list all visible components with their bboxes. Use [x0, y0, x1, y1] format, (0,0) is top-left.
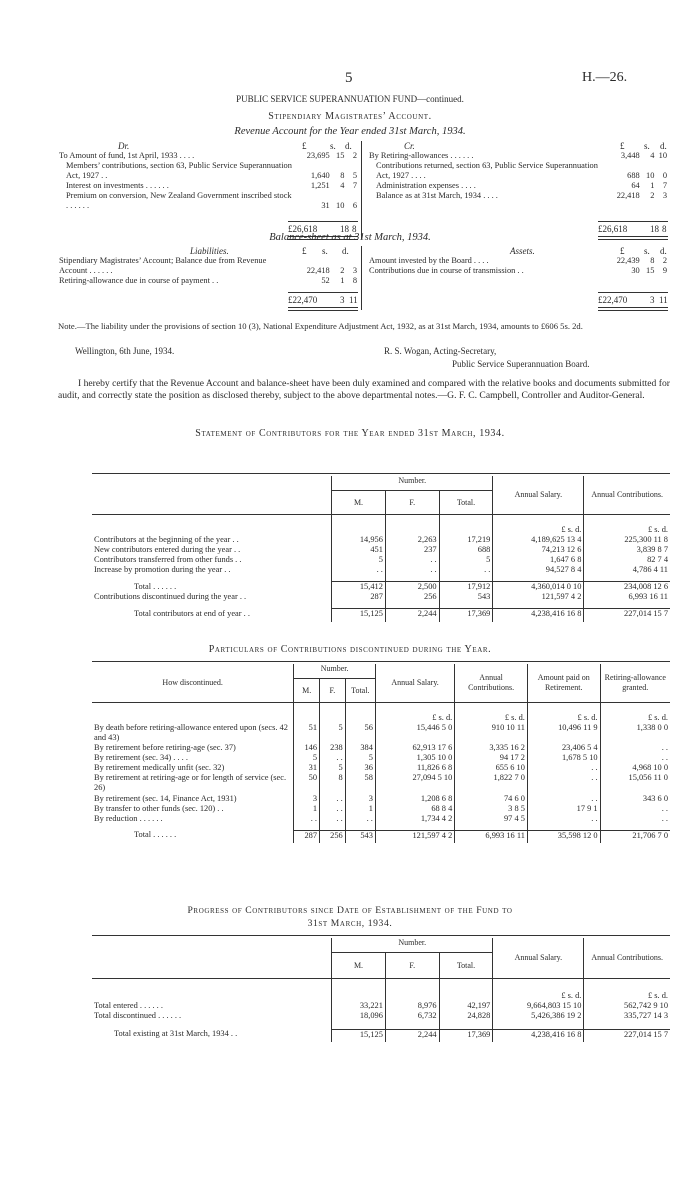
- table-cell: 146: [294, 743, 320, 753]
- table-cell: 227,014 15 7: [584, 609, 670, 622]
- table-cell: 31: [294, 763, 320, 773]
- statement-table: [92, 476, 670, 622]
- table-cell: [332, 1021, 386, 1029]
- table-cell: 74,213 12 6: [493, 545, 584, 555]
- table-cell: By retirement before retiring-age (sec. 37): [94, 743, 236, 753]
- liabilities-total: £22,470 3 11: [288, 295, 358, 305]
- table-cell: By retirement medically unfit (sec. 32): [94, 763, 225, 773]
- table-cell: 21,706 7 0: [600, 830, 670, 843]
- table-cell: 1,647 6 8: [493, 555, 584, 565]
- table-cell: Total discontinued . . . . . .: [94, 1011, 182, 1021]
- dr-heading: Dr.: [118, 141, 130, 151]
- table-cell: 50: [294, 773, 320, 793]
- table-row: [92, 515, 670, 536]
- table-cell: 6: [352, 201, 357, 211]
- dr-total: £26,618 18 8: [288, 224, 357, 234]
- table-cell: £ s. d.: [527, 703, 600, 724]
- table-cell: 238: [320, 743, 346, 753]
- table-cell: 8: [650, 256, 655, 265]
- particulars-title: Particulars of Contributions discontinued during the Year.: [208, 644, 492, 655]
- table-cell: By Retiring-allowances . . . . . .: [369, 151, 474, 160]
- table-cell: 910 10 11: [455, 723, 528, 743]
- table-cell: 15: [646, 266, 655, 276]
- table-cell: 1: [345, 804, 375, 814]
- table-header-cell: Amount paid on Retirement.: [527, 664, 600, 703]
- table-cell: Contributions returned, section 63, Public Service Superannuation Act, 1927 . . . .: [376, 161, 598, 181]
- table-cell: Total . . . . . .: [134, 581, 177, 591]
- table-cell: 62,913 17 6: [375, 743, 454, 753]
- table-cell: 9: [662, 266, 667, 276]
- table-row: [92, 582, 670, 593]
- table-cell: 6,732: [385, 1011, 439, 1021]
- table-cell: . .: [527, 794, 600, 804]
- table-cell: 1,678 5 10: [527, 753, 600, 763]
- table-cell: 58: [345, 773, 375, 793]
- table-cell: 42,197: [439, 1001, 493, 1011]
- liabilities-heading: Liabilities.: [190, 246, 229, 256]
- table-cell: 5: [332, 555, 386, 565]
- table-cell: 15,056 11 0: [600, 773, 670, 793]
- table-row: [92, 763, 670, 773]
- table-cell: By reduction . . . . . .: [94, 813, 163, 823]
- table-cell: 5: [320, 763, 346, 773]
- table-cell: 543: [439, 592, 493, 602]
- table-row: [92, 555, 670, 565]
- table-row: [368, 161, 668, 181]
- table-cell: Contributions due in course of transmission . .: [369, 266, 524, 276]
- table-cell: Amount invested by the Board . . . .: [369, 256, 489, 265]
- table-cell: 1,338 0 0: [600, 723, 670, 743]
- table-cell: 15,412: [332, 582, 386, 593]
- table-cell: 4,968 10 0: [600, 763, 670, 773]
- table-cell: . .: [320, 804, 346, 814]
- table-row: [92, 476, 670, 491]
- table-header-cell: [92, 938, 332, 979]
- table-cell: [92, 515, 332, 536]
- table-cell: 6,993 16 11: [584, 592, 670, 602]
- table-cell: 4,786 4 11: [584, 565, 670, 575]
- table-cell: 3,839 8 7: [584, 545, 670, 555]
- table-cell: 225,300 11 8: [584, 535, 670, 545]
- cr-total: £26,618 18 8: [598, 224, 667, 234]
- table-row: [58, 191, 358, 211]
- table-cell: 17,219: [439, 535, 493, 545]
- table-row: [92, 565, 670, 575]
- table-cell: £ s. d.: [584, 979, 670, 1002]
- table-cell: Stipendiary Magistrates’ Account; Balance due from Revenue Account . . . . . .: [59, 256, 267, 276]
- table-cell: £ s. d.: [455, 703, 528, 724]
- table-cell: 1,251: [310, 181, 330, 191]
- table-cell: 256: [320, 830, 346, 843]
- table-header-cell: Total.: [439, 491, 493, 515]
- table-cell: 33,221: [332, 1001, 386, 1011]
- table-cell: 10,496 11 9: [527, 723, 600, 743]
- table-cell: 384: [345, 743, 375, 753]
- table-cell: [584, 1021, 670, 1029]
- liabilities-table: [58, 256, 358, 286]
- table-cell: 17,369: [439, 1029, 493, 1042]
- table-cell: 8: [320, 773, 346, 793]
- table-row: [92, 743, 670, 753]
- table-row: [368, 191, 668, 201]
- table-cell: [92, 1021, 332, 1029]
- table-header-cell: Annual Contributions.: [584, 938, 670, 979]
- page-number: 5: [345, 70, 353, 86]
- number-header: Number.: [332, 476, 493, 491]
- table-cell: 17,912: [439, 582, 493, 593]
- table-cell: Interest on investments . . . . . .: [66, 181, 169, 191]
- table-cell: 4,238,416 16 8: [493, 1029, 584, 1042]
- table-header-cell: Number.: [294, 664, 376, 679]
- progress-table: [92, 938, 670, 1042]
- progress-title-line2: 31st March, 1934.: [307, 918, 393, 929]
- table-row: [92, 703, 670, 724]
- table-cell: 82 7 4: [584, 555, 670, 565]
- table-cell: [439, 515, 493, 536]
- cr-heading: Cr.: [404, 141, 415, 151]
- table-cell: 56: [345, 723, 375, 743]
- table-cell: 121,597 4 2: [493, 592, 584, 602]
- table-row: [92, 938, 670, 953]
- table-row: [92, 1011, 670, 1021]
- table-cell: 227,014 15 7: [584, 1029, 670, 1042]
- table-cell: Increase by promotion during the year . .: [94, 565, 231, 575]
- table-row: [92, 814, 670, 824]
- table-cell: 17,369: [439, 609, 493, 622]
- table-cell: 2: [340, 266, 345, 276]
- revenue-account-title: Revenue Account for the Year ended 31st March, 1934.: [234, 126, 466, 137]
- table-row: [92, 753, 670, 763]
- table-cell: 3: [352, 266, 357, 276]
- table-cell: . .: [385, 565, 439, 575]
- table-cell: 24,828: [439, 1011, 493, 1021]
- table-cell: . .: [345, 814, 375, 824]
- table-cell: By retirement (sec. 14, Finance Act, 1931): [94, 793, 237, 803]
- table-cell: 6,993 16 11: [455, 830, 528, 843]
- table-row: [92, 804, 670, 814]
- table-cell: 7: [352, 181, 357, 191]
- table-header-cell: F.: [385, 491, 439, 515]
- table-cell: 22,418: [616, 191, 640, 201]
- table-cell: 335,727 14 3: [584, 1011, 670, 1021]
- table-row: [92, 545, 670, 555]
- table-cell: . .: [527, 814, 600, 824]
- table-cell: 343 6 0: [600, 794, 670, 804]
- table-cell: Contributors transferred from other funds . .: [94, 555, 242, 565]
- table-cell: By retirement at retiring-age or for length of service (sec. 26): [94, 773, 287, 793]
- assets-total: £22,470 3 11: [598, 295, 668, 305]
- table-cell: 14,956: [332, 535, 386, 545]
- table-cell: 2,244: [385, 609, 439, 622]
- table-cell: [493, 1021, 584, 1029]
- table-cell: £ s. d.: [600, 703, 670, 724]
- table-cell: Retiring-allowance due in course of payment . .: [59, 276, 219, 286]
- table-row: [92, 1021, 670, 1029]
- how-discontinued-header: How discontinued.: [162, 678, 223, 688]
- table-cell: . .: [600, 814, 670, 824]
- table-cell: 22,439: [616, 256, 640, 265]
- table-cell: To Amount of fund, 1st April, 1933 . . . .: [59, 151, 195, 160]
- table-cell: 4,360,014 0 10: [493, 582, 584, 593]
- table-cell: 1: [650, 181, 655, 191]
- table-cell: 562,742 9 10: [584, 1001, 670, 1011]
- table-cell: [332, 979, 386, 1002]
- table-cell: 51: [294, 723, 320, 743]
- table-cell: 8: [352, 276, 357, 286]
- table-cell: . .: [439, 565, 493, 575]
- table-row: [92, 535, 670, 545]
- table-row: [58, 151, 358, 161]
- table-cell: [345, 703, 375, 724]
- table-cell: By transfer to other funds (sec. 120) . .: [94, 803, 224, 813]
- table-row: [92, 1001, 670, 1011]
- table-cell: £ s. d.: [584, 515, 670, 536]
- table-cell: 543: [345, 830, 375, 843]
- table-cell: 5: [439, 555, 493, 565]
- table-cell: 64: [631, 181, 640, 191]
- table-header-cell: Annual Salary.: [375, 664, 454, 703]
- table-cell: New contributors entered during the year . .: [94, 545, 241, 555]
- table-cell: 5: [352, 171, 357, 181]
- table-cell: [385, 979, 439, 1002]
- table-cell: 8: [340, 171, 345, 181]
- table-cell: 15,125: [332, 609, 386, 622]
- table-cell: 688: [439, 545, 493, 555]
- table-cell: 3 8 5: [455, 804, 528, 814]
- table-cell: 287: [294, 830, 320, 843]
- table-cell: . .: [527, 763, 600, 773]
- table-cell: 121,597 4 2: [375, 830, 454, 843]
- table-cell: 8,976: [385, 1001, 439, 1011]
- table-cell: 237: [385, 545, 439, 555]
- table-cell: 10: [658, 151, 667, 160]
- table-cell: [439, 1021, 493, 1029]
- table-cell: . .: [320, 753, 346, 763]
- table-cell: 5,426,386 19 2: [493, 1011, 584, 1021]
- table-cell: 451: [332, 545, 386, 555]
- table-cell: 10: [336, 201, 345, 211]
- table-cell: . .: [320, 814, 346, 824]
- table-cell: 2: [650, 191, 655, 201]
- table-cell: [332, 515, 386, 536]
- table-cell: 52: [321, 276, 330, 286]
- table-cell: 23,695: [306, 151, 330, 160]
- table-cell: 287: [332, 592, 386, 602]
- table-row: [92, 773, 670, 793]
- table-cell: Members’ contributions, section 63, Public Service Superannuation Act, 1927 . .: [66, 161, 292, 181]
- table-cell: 688: [627, 171, 640, 181]
- table-cell: 36: [345, 763, 375, 773]
- table-header-cell: M.: [332, 953, 386, 979]
- table-row: [92, 830, 670, 843]
- table-cell: Total . . . . . .: [134, 830, 177, 840]
- table-cell: . .: [385, 555, 439, 565]
- revenue-dr-table: [58, 151, 358, 211]
- table-cell: 4: [340, 181, 345, 191]
- table-cell: [320, 703, 346, 724]
- table-cell: 1,734 4 2: [375, 814, 454, 824]
- table-cell: 5: [320, 723, 346, 743]
- table-cell: 74 6 0: [455, 794, 528, 804]
- table-header-cell: Annual Contributions.: [455, 664, 528, 703]
- table-cell: £ s. d.: [493, 979, 584, 1002]
- particulars-table: [92, 664, 670, 843]
- table-cell: 3,448: [620, 151, 640, 160]
- table-cell: 97 4 5: [455, 814, 528, 824]
- table-cell: [385, 515, 439, 536]
- fund-title: PUBLIC SERVICE SUPERANNUATION FUND—continued.: [236, 94, 464, 104]
- table-cell: . .: [320, 794, 346, 804]
- table-cell: 2,263: [385, 535, 439, 545]
- table-cell: . .: [294, 814, 320, 824]
- table-cell: Total contributors at end of year . .: [134, 608, 250, 618]
- table-cell: Total entered . . . . . .: [94, 1001, 163, 1010]
- table-cell: By retirement (sec. 34) . . . .: [94, 753, 188, 763]
- table-cell: 1,822 7 0: [455, 773, 528, 793]
- table-row: [368, 181, 668, 191]
- table-header-cell: Total.: [345, 679, 375, 703]
- table-cell: Premium on conversion, New Zealand Government inscribed stock . . . . . .: [66, 191, 292, 211]
- table-cell: 234,008 12 6: [584, 582, 670, 593]
- table-header-cell: Number.: [332, 938, 493, 953]
- table-cell: 94 17 2: [455, 753, 528, 763]
- table-header-cell: Annual Salary.: [493, 938, 584, 979]
- annual-salary-header: Annual Salary.: [493, 476, 584, 515]
- table-cell: [294, 703, 320, 724]
- table-cell: 2,500: [385, 582, 439, 593]
- table-cell: Contributions discontinued during the year . .: [94, 592, 247, 602]
- table-cell: 27,094 5 10: [375, 773, 454, 793]
- table-cell: 15,446 5 0: [375, 723, 454, 743]
- table-header-cell: M.: [332, 491, 386, 515]
- table-header-cell: M.: [294, 679, 320, 703]
- table-cell: 1: [340, 276, 345, 286]
- table-cell: 1,640: [310, 171, 330, 181]
- audit-certificate: I hereby certify that the Revenue Account and balance-sheet have been duly examined and compared with the relative books and documents submitted for audit, and correctly state the position as disclosed thereby, subject to the above departmental notes.—G. F. C. Campbell, Controller and Auditor-General.: [58, 378, 670, 402]
- progress-title-line1: Progress of Contributors since Date of Establishment of the Fund to: [187, 905, 513, 916]
- table-cell: . .: [600, 743, 670, 753]
- table-header-cell: Total.: [439, 953, 493, 979]
- liability-note: Note.—The liability under the provisions of section 10 (3), National Expenditure Adjustment Act, 1932, as at 31st March, 1934, amounts to £606 5s. 2d.: [58, 321, 583, 331]
- table-row: [58, 256, 358, 276]
- signatory-board: Public Service Superannuation Board.: [452, 359, 590, 369]
- document-reference: H.—26.: [582, 70, 628, 85]
- table-row: [92, 592, 670, 602]
- table-cell: 68 8 4: [375, 804, 454, 814]
- table-cell: [385, 1021, 439, 1029]
- table-cell: 7: [662, 181, 667, 191]
- table-header-cell: Retiring-allowance granted.: [600, 664, 670, 703]
- table-cell: 11,826 6 8: [375, 763, 454, 773]
- assets-heading: Assets.: [510, 246, 535, 256]
- table-cell: 256: [385, 592, 439, 602]
- annual-contributions-header: Annual Contributions.: [584, 476, 670, 515]
- account-title: Stipendiary Magistrates’ Account.: [268, 111, 432, 122]
- table-cell: 0: [662, 171, 667, 181]
- signatory-name: R. S. Wogan, Acting-Secretary,: [384, 346, 497, 356]
- table-header-cell: F.: [320, 679, 346, 703]
- table-cell: 3: [662, 191, 667, 201]
- statement-title: Statement of Contributors for the Year ended 31st March, 1934.: [195, 428, 505, 439]
- table-cell: 30: [631, 266, 640, 276]
- table-cell: 655 6 10: [455, 763, 528, 773]
- table-cell: 35,598 12 0: [527, 830, 600, 843]
- table-cell: £ s. d.: [493, 515, 584, 536]
- table-cell: 3,335 16 2: [455, 743, 528, 753]
- table-row: [58, 181, 358, 191]
- table-cell: 4,189,625 13 4: [493, 535, 584, 545]
- table-row: [92, 664, 670, 679]
- table-header-cell: F.: [385, 953, 439, 979]
- table-cell: Balance as at 31st March, 1934 . . . .: [376, 191, 498, 201]
- table-cell: 2: [352, 151, 357, 160]
- table-cell: . .: [527, 773, 600, 793]
- table-cell: Total existing at 31st March, 1934 . .: [114, 1029, 238, 1039]
- table-cell: 2: [662, 256, 667, 265]
- table-cell: 4,238,416 16 8: [493, 609, 584, 622]
- table-cell: 22,418: [306, 266, 330, 276]
- table-row: [58, 276, 358, 286]
- revenue-cr-table: [368, 151, 668, 201]
- table-cell: 31: [321, 201, 330, 211]
- table-cell: 9,664,803 15 10: [493, 1001, 584, 1011]
- table-cell: [92, 979, 332, 1002]
- table-cell: 5: [345, 753, 375, 763]
- table-row: [368, 266, 668, 276]
- balance-sheet-title: Balance-sheet as at 31st March, 1934.: [269, 232, 431, 243]
- table-row: [368, 151, 668, 161]
- table-row: [92, 1029, 670, 1042]
- table-cell: . .: [600, 804, 670, 814]
- table-row: [92, 794, 670, 804]
- table-cell: 3: [294, 794, 320, 804]
- table-cell: 2,244: [385, 1029, 439, 1042]
- table-row: [92, 609, 670, 622]
- dateline: Wellington, 6th June, 1934.: [75, 346, 175, 356]
- table-cell: 1,208 6 8: [375, 794, 454, 804]
- table-cell: 5: [294, 753, 320, 763]
- table-cell: 23,406 5 4: [527, 743, 600, 753]
- table-cell: Contributors at the beginning of the year . .: [94, 535, 239, 544]
- table-cell: . .: [332, 565, 386, 575]
- table-cell: £ s. d.: [375, 703, 454, 724]
- table-cell: 17 9 1: [527, 804, 600, 814]
- table-cell: By death before retiring-allowance entered upon (secs. 42 and 43): [94, 723, 288, 743]
- table-row: [92, 979, 670, 1002]
- table-cell: 94,527 8 4: [493, 565, 584, 575]
- table-cell: Administration expenses . . . .: [376, 181, 476, 191]
- table-cell: 1,305 10 0: [375, 753, 454, 763]
- table-cell: 18,096: [332, 1011, 386, 1021]
- table-row: [92, 723, 670, 743]
- table-cell: [92, 703, 294, 724]
- table-cell: 1: [294, 804, 320, 814]
- table-row: [368, 256, 668, 266]
- assets-table: [368, 256, 668, 276]
- table-cell: 4: [650, 151, 655, 160]
- table-cell: 15,125: [332, 1029, 386, 1042]
- table-cell: 10: [646, 171, 655, 181]
- table-cell: 15: [336, 151, 345, 160]
- table-cell: [439, 979, 493, 1002]
- table-cell: 3: [345, 794, 375, 804]
- table-header-cell: [92, 476, 332, 515]
- table-row: [58, 161, 358, 181]
- table-cell: . .: [600, 753, 670, 763]
